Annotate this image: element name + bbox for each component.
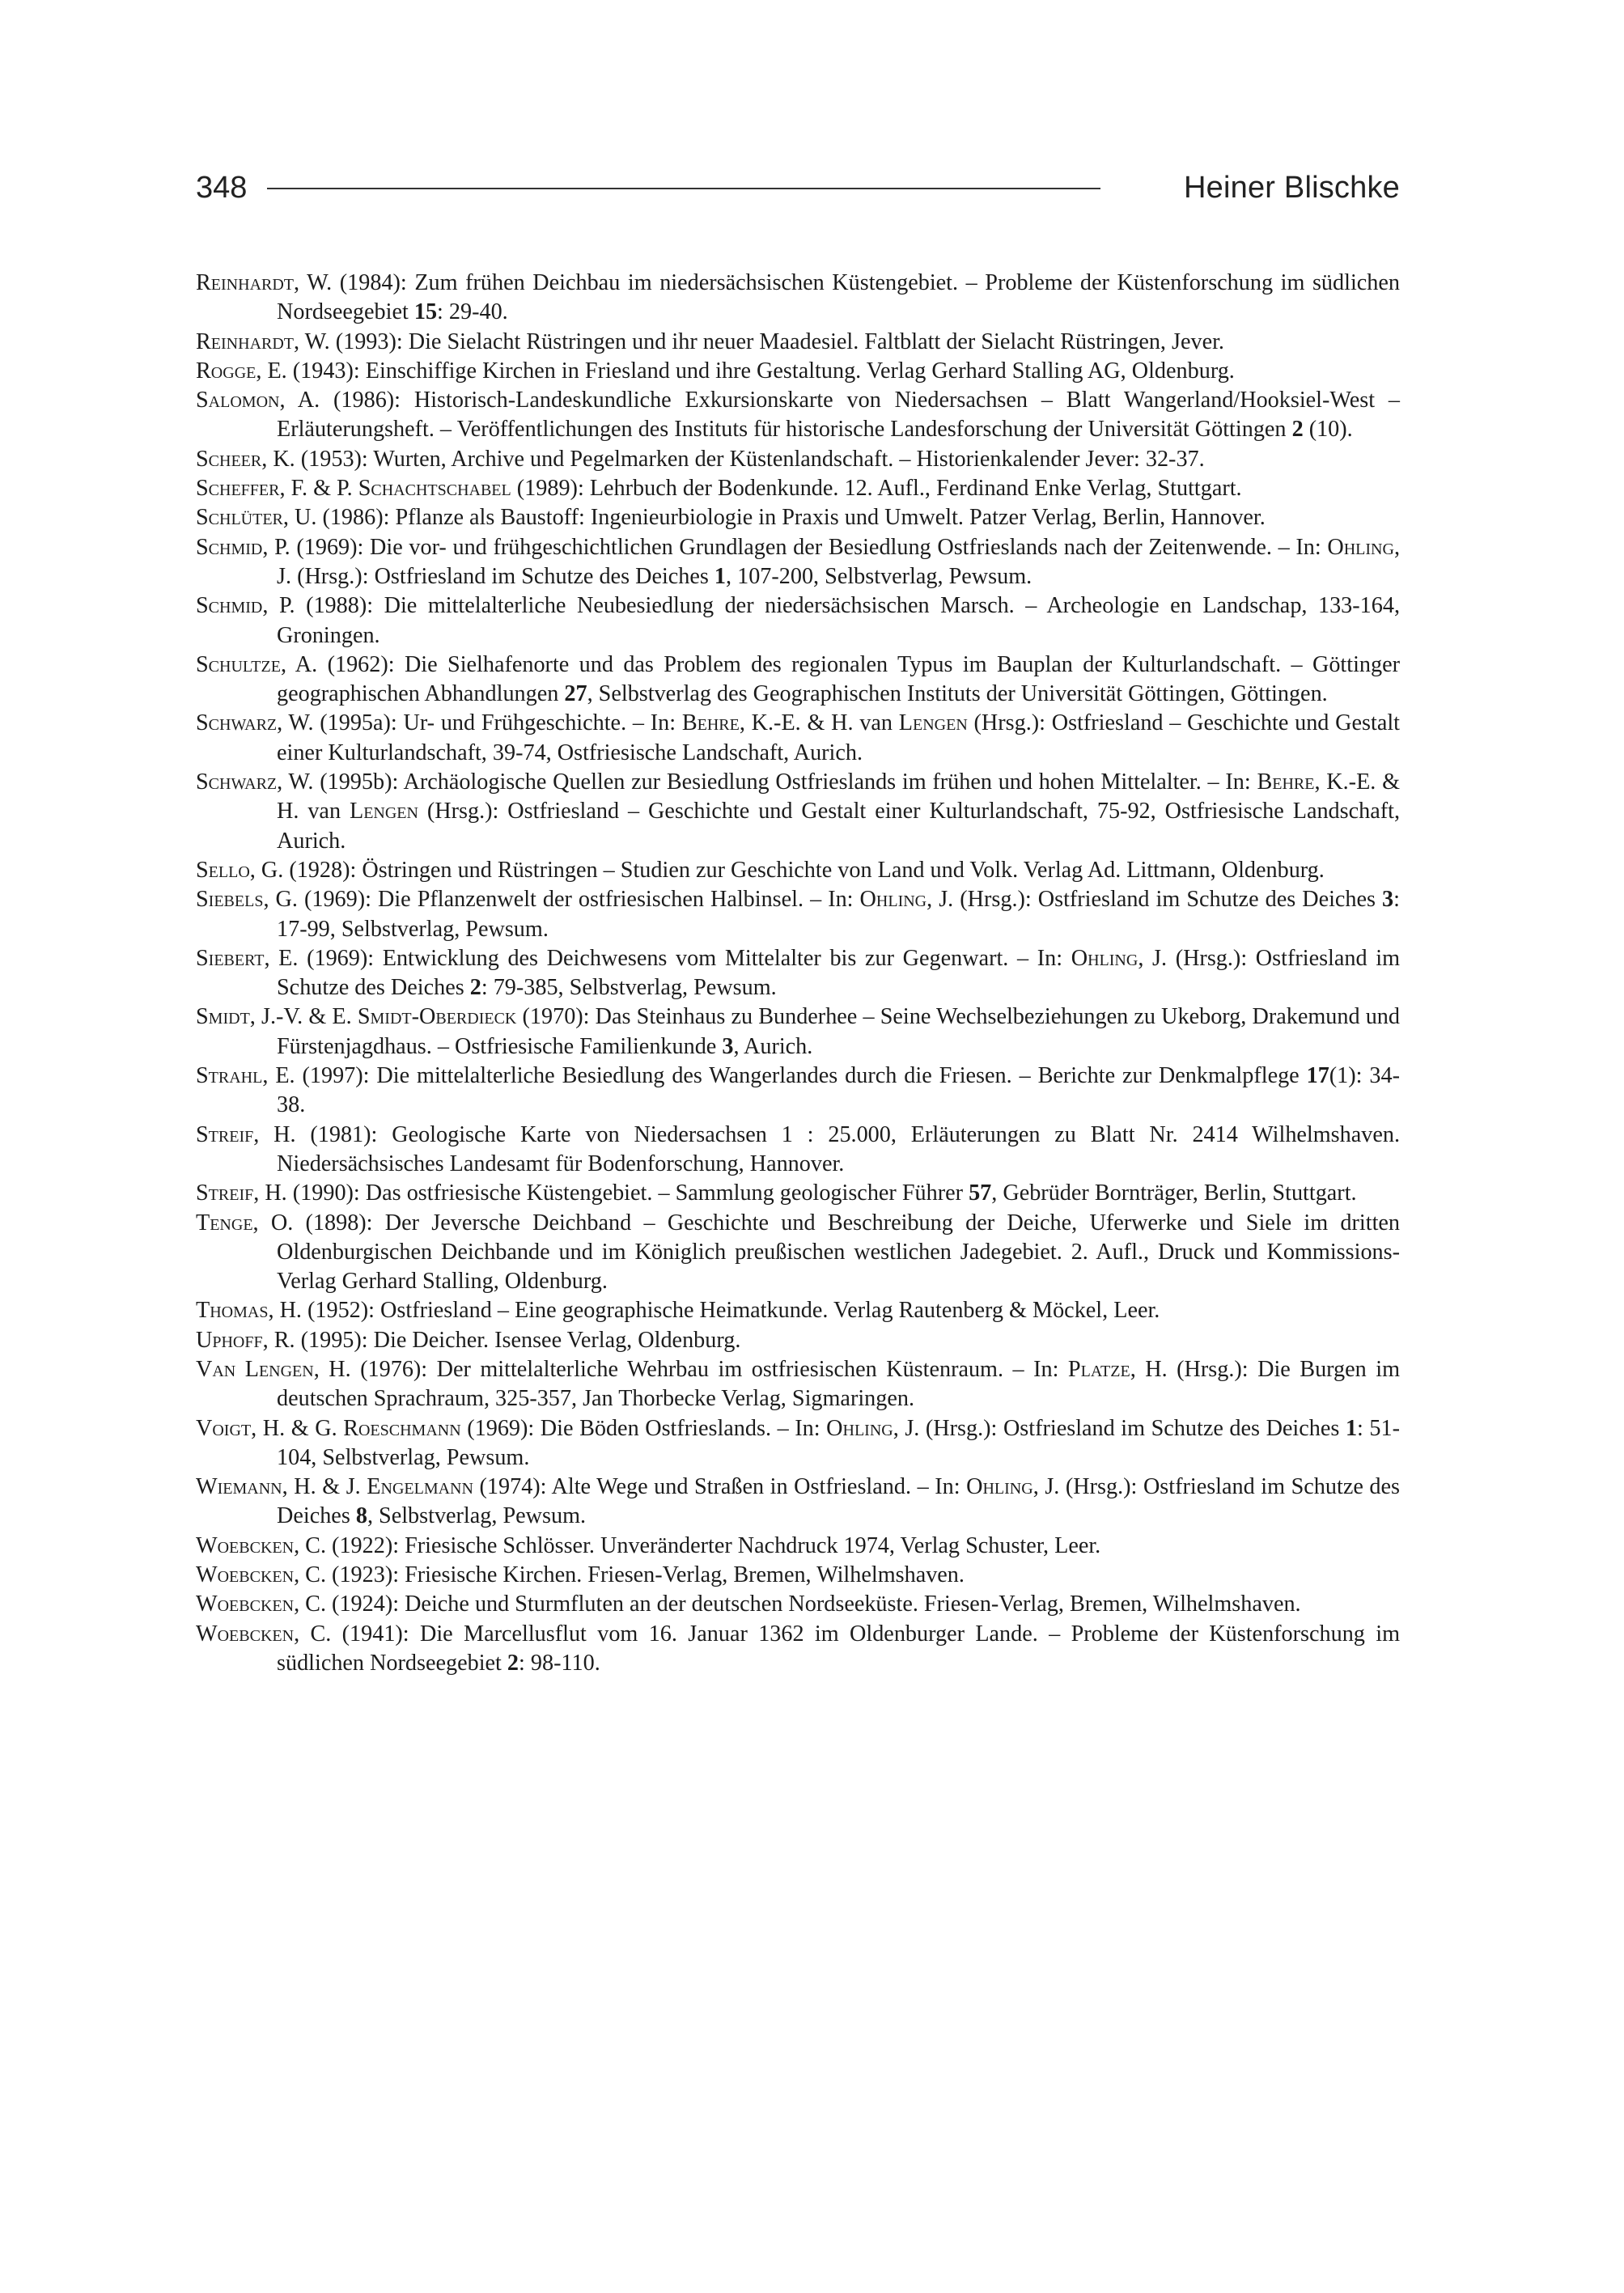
reference-text: , W. (1993): Die Sielacht Rüstringen und ihr neuer Maadesiel. Faltblatt der Sielacht Rüstringen, Jever. (294, 328, 1224, 354)
reference-author: Behre (681, 710, 740, 736)
reference-text: : 17-99, Selbstverlag, Pewsum. (277, 887, 1400, 942)
reference-text: , 107-200, Selbstverlag, Pewsum. (726, 563, 1032, 589)
reference-text: , C. (1941): Die Marcellusflut vom 16. Januar 1362 im Oldenburger Lande. – Probleme der Küstenforschung im südlichen Nordseegebiet (277, 1621, 1400, 1676)
reference-author: Voigt (196, 1415, 252, 1441)
reference-entry (196, 533, 1400, 592)
reference-author: Siebels (196, 887, 264, 913)
reference-volume: 1 (1345, 1415, 1358, 1441)
reference-author: Ohling (1071, 945, 1138, 971)
reference-entry (196, 269, 1400, 328)
reference-volume: 8 (355, 1503, 367, 1529)
reference-entry (196, 1121, 1400, 1180)
reference-text: , E. (1997): Die mittelalterliche Besiedlung des Wangerlandes durch die Friesen. – Berichte zur Denkmalpflege (262, 1063, 1307, 1089)
reference-volume: 1 (714, 563, 727, 589)
reference-author: Schachtschabel (358, 476, 511, 502)
reference-author: Behre (1257, 769, 1315, 795)
reference-text: , J. (Hrsg.): Ostfriesland im Schutze des Deiches (277, 1474, 1400, 1529)
reference-author: Scheffer (196, 476, 280, 502)
reference-text: , H. (1976): Der mittelalterliche Wehrbau im ostfriesischen Küstenraum. – In: (313, 1356, 1068, 1382)
reference-entry (196, 591, 1400, 651)
reference-text: , K.-E. & H. van (739, 710, 899, 736)
reference-author: Streif (196, 1121, 254, 1147)
reference-text: , C. (1922): Friesische Schlösser. Unveränderter Nachdruck 1974, Verlag Schuster, Leer. (294, 1532, 1101, 1558)
reference-text: , G. (1928): Östringen und Rüstringen – Studien zur Geschichte von Land und Volk. Verlag Ad. Littmann, Oldenburg. (249, 857, 1325, 883)
reference-entry (196, 1002, 1400, 1062)
reference-text: , H. & J. (282, 1474, 367, 1500)
reference-entry (196, 328, 1400, 357)
reference-author: Lengen (349, 799, 418, 824)
reference-text: (10). (1303, 417, 1353, 443)
reference-text: , K.-E. & H. van (277, 769, 1401, 824)
reference-entry (196, 1062, 1400, 1121)
reference-text: : 29-40. (437, 299, 508, 325)
reference-entry (196, 1532, 1400, 1561)
reference-text: , C. (1923): Friesische Kirchen. Friesen-Verlag, Bremen, Wilhelmshaven. (294, 1562, 965, 1588)
reference-text: (1989): Lehrbuch der Bodenkunde. 12. Aufl., Ferdinand Enke Verlag, Stuttgart. (511, 476, 1242, 502)
reference-text: (1969): Die Böden Ostfrieslands. – In: (460, 1415, 827, 1441)
reference-text: , Selbstverlag, Pewsum. (367, 1503, 587, 1529)
reference-text: , A. (1986): Historisch-Landeskundliche Exkursionskarte von Niedersachsen – Blatt Wangerland/Hooksiel-West – Erläuterungsheft. – Veröffentlichungen des Instituts für historische Landesforschung der Universität Göttingen (277, 388, 1400, 443)
reference-text: , P. (1988): Die mittelalterliche Neubesiedlung der niedersächsischen Marsch. – Archeologie en Landschap, 133-164, Groningen. (262, 593, 1400, 648)
reference-author: Rogge (196, 358, 257, 384)
reference-entry (196, 445, 1400, 474)
reference-entry (196, 856, 1400, 885)
running-head: Heiner Blischke (1184, 171, 1400, 205)
reference-entry (196, 474, 1400, 503)
reference-author: Tenge (196, 1210, 253, 1236)
reference-author: Uphoff (196, 1327, 263, 1353)
reference-entry (196, 1590, 1400, 1619)
reference-author: Strahl (196, 1063, 263, 1089)
reference-author: Siebert (196, 945, 265, 971)
reference-volume: 15 (413, 299, 438, 325)
reference-author: Schwarz (196, 710, 278, 736)
reference-text: , J. (Hrsg.): Ostfriesland im Schutze des Deiches (277, 534, 1400, 589)
reference-author: Lengen (898, 710, 968, 736)
reference-volume: 27 (564, 681, 587, 707)
reference-author: Smidt-Oberdieck (357, 1004, 517, 1030)
reference-entry (196, 1561, 1400, 1590)
reference-text: , W. (1995a): Ur- und Frühgeschichte. – In: (277, 710, 682, 736)
reference-text: , J. (Hrsg.): Ostfriesland im Schutze des Deiches (893, 1415, 1346, 1441)
reference-entry (196, 1326, 1400, 1355)
reference-text: , U. (1986): Pflanze als Baustoff: Ingenieurbiologie in Praxis und Umwelt. Patzer Verlag, Berlin, Hannover. (282, 505, 1266, 531)
reference-text: , W. (1995b): Archäologische Quellen zur Besiedlung Ostfrieslands im frühen und hohen Mittelalter. – In: (277, 769, 1257, 795)
reference-text: , Aurich. (733, 1033, 813, 1059)
reference-entry (196, 386, 1400, 445)
reference-author: Woebcken (196, 1621, 295, 1647)
reference-author: Engelmann (367, 1474, 473, 1500)
reference-author: Schlüter (196, 505, 283, 531)
page-header (196, 165, 1400, 210)
reference-volume: 3 (1382, 887, 1394, 913)
reference-entry (196, 1620, 1400, 1679)
reference-author: Sello (196, 857, 250, 883)
reference-text: , A. (1962): Die Sielhafenorte und das Problem des regionalen Typus im Bauplan der Kulturlandschaft. – Göttinger geographischen Abhandlungen (277, 651, 1400, 707)
reference-author: Smidt (196, 1004, 250, 1030)
reference-text: , H. (Hrsg.): Die Burgen im deutschen Sprachraum, 325-357, Jan Thorbecke Verlag, Sigmaringen. (277, 1356, 1400, 1412)
reference-text: : 79-385, Selbstverlag, Pewsum. (481, 975, 777, 1001)
reference-text: , G. (1969): Die Pflanzenwelt der ostfriesischen Halbinsel. – In: (263, 887, 860, 913)
reference-text: , Gebrüder Bornträger, Berlin, Stuttgart. (991, 1180, 1357, 1206)
reference-author: Woebcken (196, 1532, 295, 1558)
reference-text: , F. & P. (279, 476, 358, 502)
reference-text: : 51-104, Selbstverlag, Pewsum. (277, 1415, 1401, 1470)
reference-text: , H. (1990): Das ostfriesische Küstengebiet. – Sammlung geologischer Führer (253, 1180, 969, 1206)
reference-entry (196, 1473, 1400, 1532)
reference-text: (Hrsg.): Ostfriesland – Geschichte und Gestalt einer Kulturlandschaft, 39-74, Ostfriesische Landschaft, Aurich. (277, 710, 1400, 765)
reference-text: , C. (1924): Deiche und Sturmfluten an der deutschen Nordseeküste. Friesen-Verlag, Bremen, Wilhelmshaven. (294, 1592, 1301, 1617)
reference-text: (Hrsg.): Ostfriesland – Geschichte und Gestalt einer Kulturlandschaft, 75-92, Ostfriesische Landschaft, Aurich. (277, 799, 1400, 854)
reference-text: , J.-V. & E. (249, 1004, 358, 1030)
reference-author: Schmid (196, 593, 263, 619)
reference-author: Salomon (196, 388, 280, 413)
reference-author: Ohling (826, 1415, 893, 1441)
reference-text: , H. & G. (251, 1415, 344, 1441)
reference-author: Reinhardt (196, 328, 295, 354)
reference-volume: 3 (722, 1033, 734, 1059)
reference-entry (196, 1209, 1400, 1297)
reference-entry (196, 709, 1400, 768)
reference-entry (196, 651, 1400, 710)
reference-entry (196, 1414, 1400, 1473)
reference-text: , J. (Hrsg.): Ostfriesland im Schutze des Deiches (926, 887, 1383, 913)
reference-text: , R. (1995): Die Deicher. Isensee Verlag, Oldenburg. (262, 1327, 741, 1353)
reference-author: Schultze (196, 651, 281, 677)
reference-text: , Selbstverlag des Geographischen Instituts der Universität Göttingen, Göttingen. (587, 681, 1328, 707)
reference-text: , E. (1943): Einschiffige Kirchen in Friesland und ihre Gestaltung. Verlag Gerhard Stalling AG, Oldenburg. (256, 358, 1235, 384)
reference-author: Ohling (1327, 534, 1394, 560)
reference-text: , E. (1969): Entwicklung des Deichwesens vom Mittelalter bis zur Gegenwart. – In: (264, 945, 1071, 971)
reference-entry (196, 885, 1400, 944)
reference-entry (196, 357, 1400, 386)
reference-author: Platze (1067, 1356, 1130, 1382)
reference-text: , O. (1898): Der Jeversche Deichband – Geschichte und Beschreibung der Deiche, Uferwerke und Siele im dritten Oldenburgischen Deichbande und im Königlich preußischen westlichen Jadegebiet. 2. Aufl., Druck und Kommissions-Verlag Gerhard Stalling, Oldenburg. (252, 1210, 1400, 1295)
reference-author: Schwarz (196, 769, 278, 795)
reference-text: (1970): Das Steinhaus zu Bunderhee – Seine Wechselbeziehungen zu Ukeborg, Drakemund und Fürstenjagdhaus. – Ostfriesische Familienkunde (277, 1004, 1400, 1059)
reference-text: , W. (1984): Zum frühen Deichbau im niedersächsischen Küstengebiet. – Probleme der Küstenforschung im südlichen Nordseegebiet (277, 270, 1400, 325)
reference-text: , H. (1952): Ostfriesland – Eine geographische Heimatkunde. Verlag Rautenberg & Möckel, Leer. (268, 1298, 1160, 1324)
reference-author: Streif (196, 1180, 254, 1206)
reference-author: Thomas (196, 1298, 269, 1324)
reference-author: Woebcken (196, 1592, 295, 1617)
reference-author: Scheer (196, 446, 262, 472)
header-rule (267, 188, 1100, 189)
page-number: 348 (196, 171, 248, 205)
reference-entry (196, 1179, 1400, 1208)
reference-author: Reinhardt (196, 270, 295, 295)
reference-text: : 98-110. (519, 1650, 600, 1676)
reference-author: Van Lengen (196, 1356, 314, 1382)
reference-text: , J. (Hrsg.): Ostfriesland im Schutze des Deiches (277, 945, 1400, 1001)
reference-text: (1974): Alte Wege und Straßen in Ostfriesland. – In: (473, 1474, 967, 1500)
reference-text: (1): 34-38. (277, 1063, 1400, 1118)
reference-text: , H. (1981): Geologische Karte von Niedersachsen 1 : 25.000, Erläuterungen zu Blatt Nr. 2414 Wilhelmshaven. Niedersächsisches Landesamt für Bodenforschung, Hannover. (253, 1121, 1400, 1176)
reference-volume: 17 (1306, 1063, 1329, 1089)
reference-volume: 57 (969, 1180, 992, 1206)
reference-volume: 2 (1291, 417, 1304, 443)
reference-author: Wiemann (196, 1474, 282, 1500)
reference-author: Roeschmann (343, 1415, 461, 1441)
reference-volume: 2 (507, 1650, 519, 1676)
reference-list (196, 269, 1400, 1678)
reference-author: Woebcken (196, 1562, 295, 1588)
reference-entry (196, 1355, 1400, 1414)
reference-author: Schmid (196, 534, 263, 560)
reference-entry (196, 944, 1400, 1003)
reference-text: , K. (1953): Wurten, Archive und Pegelmarken der Küstenlandschaft. – Historienkalender Jever: 32-37. (261, 446, 1205, 472)
reference-text: , P. (1969): Die vor- und frühgeschichtlichen Grundlagen der Besiedlung Ostfrieslands nach der Zeitenwende. – In: (262, 534, 1328, 560)
reference-volume: 2 (469, 975, 481, 1001)
reference-author: Ohling (859, 887, 927, 913)
reference-entry (196, 1296, 1400, 1325)
reference-author: Ohling (966, 1474, 1033, 1500)
reference-entry (196, 503, 1400, 532)
reference-entry (196, 768, 1400, 856)
